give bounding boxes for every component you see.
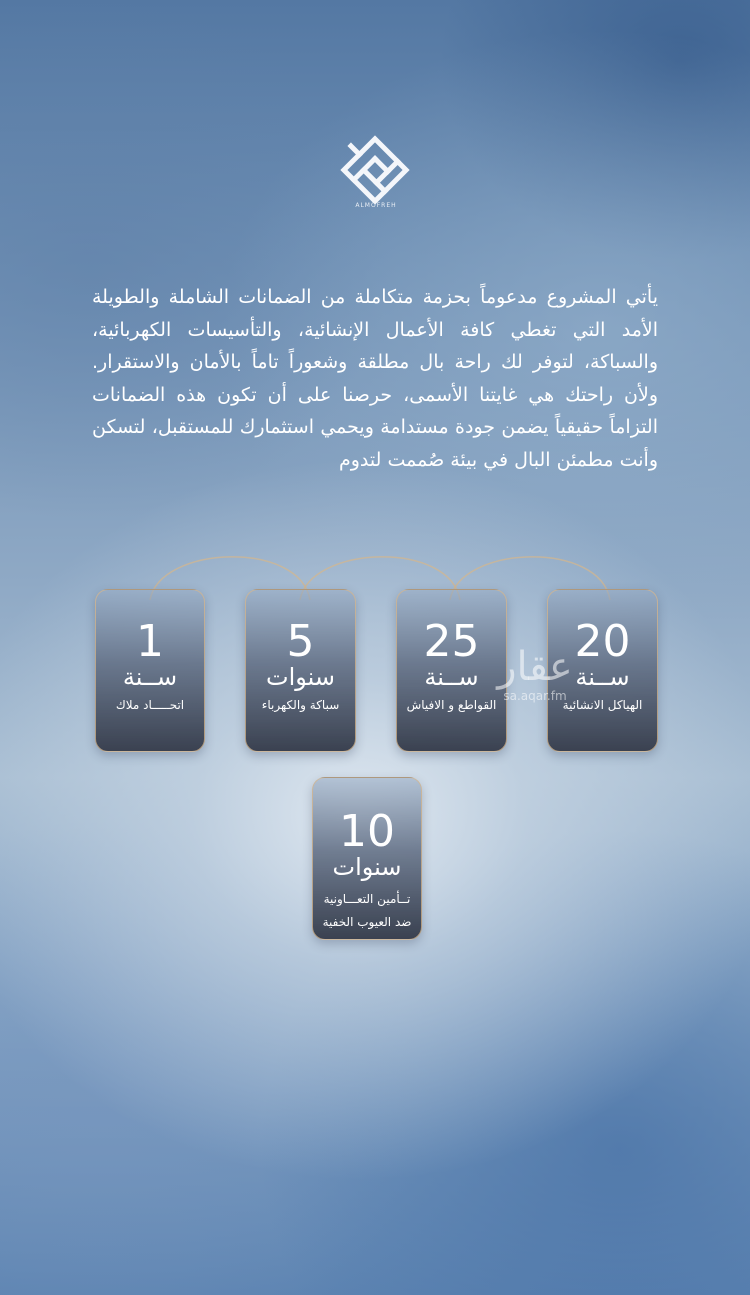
warranty-years: 10 (339, 806, 395, 857)
warranty-label (313, 888, 421, 934)
warranty-unit: ســنة (424, 663, 479, 691)
warranty-label-line: تــأمين التعـــاونية (323, 892, 411, 906)
warranty-card-plumbing (245, 589, 356, 752)
warranty-years: 1 (136, 616, 164, 667)
warranty-unit: ســنة (575, 663, 630, 691)
warranty-label-line: ضد العيوب الخفية (322, 915, 412, 929)
warranty-card-insurance (312, 777, 422, 940)
warranty-unit: ســنة (122, 663, 178, 691)
warranty-card-structure (547, 589, 658, 752)
warranty-label: القواطع و الافياش (406, 698, 497, 712)
warranty-years: 20 (574, 616, 631, 667)
watermark-url: sa.aqar.fm (503, 689, 567, 703)
watermark-brand: عقار (497, 644, 573, 690)
warranty-unit: سنوات (265, 663, 335, 691)
warranty-unit: سنوات (332, 853, 402, 881)
logo-caption: ALMOFREH (355, 202, 397, 209)
warranty-label: اتحـــــاد ملاك (115, 698, 185, 712)
warranty-years: 5 (286, 616, 315, 667)
intro-paragraph: يأتي المشروع مدعوماً بحزمة متكاملة من الضمانات الشاملة والطويلة الأمد التي تغطي كافة الأعمال الإنشائية، والتأسيسات الكهربائية، والسباكة، لتوفر لك راحة بال مطلقة وشعوراً تاماً بالأمان والاستقرار. ولأن راحتك هي غايتنا الأسمى، حرصنا على أن تكون هذه الضمانات التزاماً حقيقياً يضمن جودة مستدامة ويحمي استثمارك للمستقبل، لتسكن وأنت مطمئن البال في بيئة صُممت لتدوم (92, 286, 658, 471)
warranty-label: الهياكل الانشائية (562, 698, 643, 712)
warranty-years: 25 (423, 616, 480, 667)
warranty-card-switches (396, 589, 507, 752)
warranty-label: سباكة والكهرباء (261, 698, 340, 712)
warranty-card-owners-association (95, 589, 205, 752)
